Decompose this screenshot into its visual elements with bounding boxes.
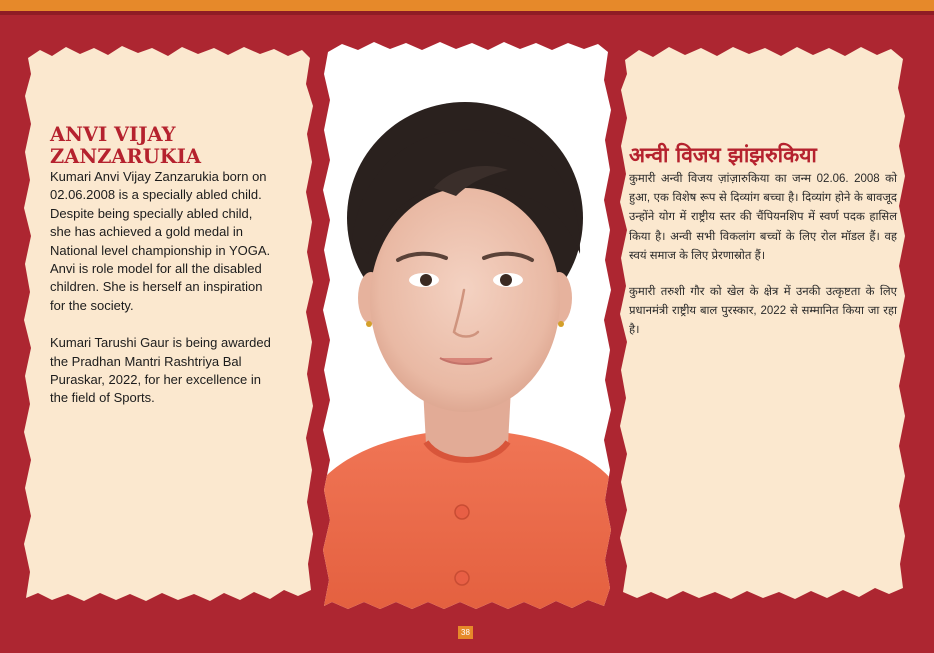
portrait-image	[322, 40, 612, 612]
english-text-panel	[22, 44, 314, 604]
top-accent-shadow	[0, 11, 934, 15]
top-accent-bar	[0, 0, 934, 11]
portrait-photo	[322, 40, 612, 612]
english-paragraph: Kumari Anvi Vijay Zanzarukia born on 02.06.2008 is a specially abled child. Despite being specially abled child, she has achieved a gold medal in National level championship in YOGA. Anvi is role model for all the disabled children. She is herself an inspiration for the society.	[50, 169, 271, 313]
hindi-body	[629, 170, 897, 358]
hindi-paragraph: कुमारी अन्वी विजय ज़ांज़ारुकिया का जन्म 02.06. 2008 को हुआ, एक विशेष रूप से दिव्यांग बच्चा है। दिव्यांग होने के बावजूद उन्होंने योग में राष्ट्रीय स्तर की चैंपियनशिप में स्वर्ण पदक हासिल किया है। अन्वी सभी विकलांग बच्चों के लिए रोल मॉडल हैं। वह स्वयं समाज के लिए प्रेरणास्रोत हैं।	[629, 173, 897, 262]
english-paragraph: Kumari Tarushi Gaur is being awarded the Pradhan Mantri Rashtriya Bal Puraskar, 2022, for her excellence in the field of Sports.	[50, 335, 271, 406]
hindi-title: अन्वी विजय झांझरुकिया	[629, 143, 817, 167]
hindi-text-panel	[617, 44, 907, 604]
english-body	[50, 168, 275, 427]
english-title: ANVI VIJAY ZANZARUKIA	[50, 123, 201, 168]
page-number: 38	[458, 626, 473, 639]
hindi-paragraph: कुमारी तरुशी गौर को खेल के क्षेत्र में उनकी उत्कृष्टता के लिए प्रधानमंत्री राष्ट्रीय बाल पुरस्कार, 2022 से सम्मानित किया जा रहा है।	[629, 286, 897, 337]
